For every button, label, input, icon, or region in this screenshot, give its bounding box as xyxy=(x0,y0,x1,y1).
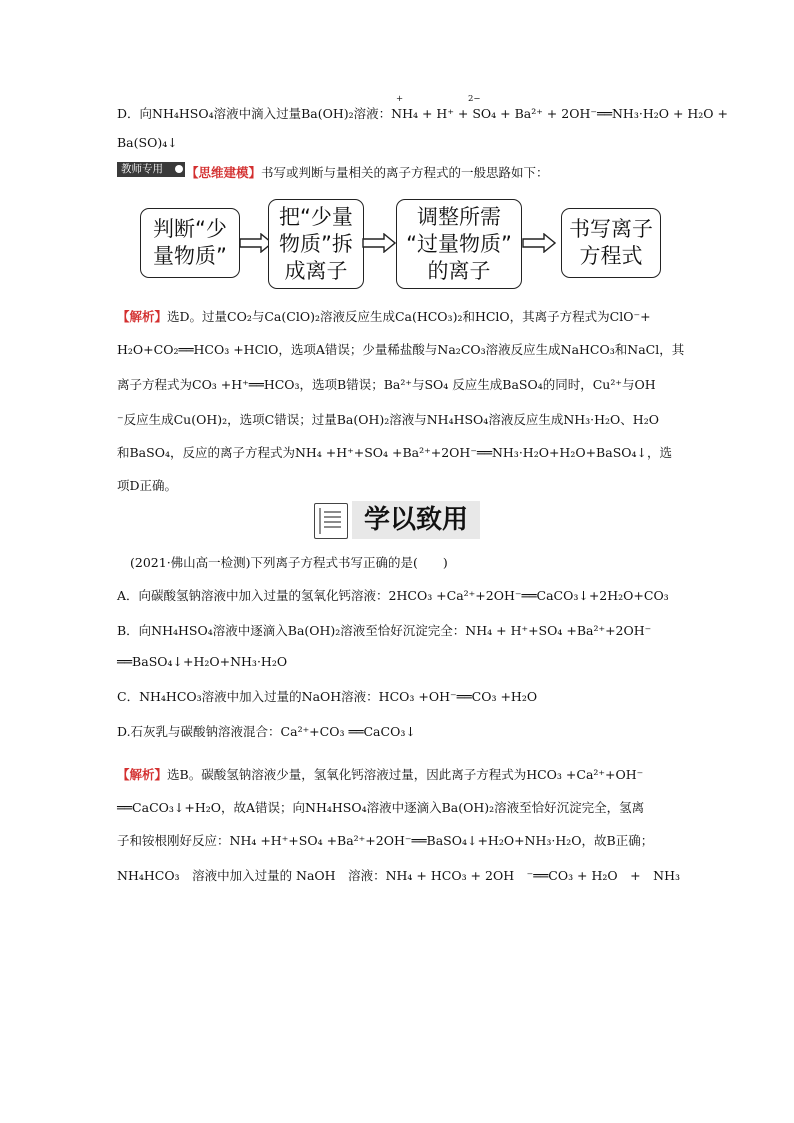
question-option-a: A．向碳酸氢钠溶液中加入过量的氢氧化钙溶液：2HCO₃ +Ca²⁺+2OH⁻══CaCO₃↓+2H₂O+CO₃ xyxy=(117,588,669,603)
flow-step-2 xyxy=(268,199,364,289)
so4-charge: 2− xyxy=(468,94,481,104)
question-option-b-line2: ══BaSO₄↓+H₂O+NH₃·H₂O xyxy=(117,654,288,669)
analysis2-text-1: 选B。碳酸氢钠溶液少量，氢氧化钙溶液过量，因此离子方程式为HCO₃ +Ca²⁺+OH⁻ xyxy=(167,767,644,782)
flow-step-1-text: 判断“少 量物质” xyxy=(153,217,227,268)
option-d-line2: Ba(SO)₄↓ xyxy=(117,135,178,150)
thinking-model-intro: 书写或判断与量相关的离子方程式的一般思路如下： xyxy=(261,165,549,180)
analysis1-text-1: 选D。过量CO₂与Ca(ClO)₂溶液反应生成Ca(HCO₃)₂和HClO，其离子方程式为ClO⁻+ xyxy=(167,309,651,324)
analysis1-line5: 和BaSO₄，反应的离子方程式为NH₄ +H⁺+SO₄ +Ba²⁺+2OH⁻══NH₃·H₂O+H₂O+BaSO₄↓，选 xyxy=(117,445,672,460)
flow-step-4-text: 书写离子 方程式 xyxy=(569,217,653,268)
notebook-icon xyxy=(314,503,348,539)
analysis2-line1 xyxy=(117,765,643,783)
nh4-charge: + xyxy=(396,94,404,104)
flow-step-2-text: 把“少量 物质”拆 成离子 xyxy=(279,204,353,283)
option-d-line1: D．向NH₄HSO₄溶液中滴入过量Ba(OH)₂溶液：NH₄ + H⁺ + SO₄ + Ba²⁺ + 2OH⁻══NH₃·H₂O + H₂O + xyxy=(117,106,729,121)
analysis1-line3: 离子方程式为CO₃ +H⁺══HCO₃，选项B错误；Ba²⁺与SO₄ 反应生成BaSO₄的同时，Cu²⁺与OH xyxy=(117,377,656,392)
teacher-tag-label: 教师专用 xyxy=(121,163,163,175)
analysis1-line4: ⁻反应生成Cu(OH)₂，选项C错误；过量Ba(OH)₂溶液与NH₄HSO₄溶液反应生成NH₃·H₂O、H₂O xyxy=(117,412,659,427)
flow-step-3 xyxy=(396,199,522,289)
analysis1-line1 xyxy=(117,307,651,325)
flow-step-1 xyxy=(140,208,240,278)
question-option-d: D.石灰乳与碳酸钠溶液混合：Ca²⁺+CO₃ ══CaCO₃↓ xyxy=(117,724,416,739)
section-title: 学以致用 xyxy=(352,501,480,539)
analysis1-line6: 项D正确。 xyxy=(117,478,178,493)
question-stem: (2021·佛山高一检测)下列离子方程式书写正确的是( ) xyxy=(130,555,448,570)
analysis1-label: 【解析】 xyxy=(117,309,168,324)
double-right-arrow-icon xyxy=(522,233,556,253)
flow-step-3-text: 调整所需 “过量物质” 的离子 xyxy=(406,204,512,283)
question-option-c: C．NH₄HCO₃溶液中加入过量的NaOH溶液：HCO₃ +OH⁻══CO₃ +H₂O xyxy=(117,689,538,704)
analysis2-line3: 子和铵根刚好反应：NH₄ +H⁺+SO₄ +Ba²⁺+2OH⁻══BaSO₄↓+H₂O+NH₃·H₂O，故B正确； xyxy=(117,833,654,848)
analysis2-label: 【解析】 xyxy=(117,767,168,782)
teacher-only-tag xyxy=(117,162,185,177)
thinking-model-title: 【思维建模】 xyxy=(186,165,262,180)
flow-step-4 xyxy=(561,208,661,278)
analysis1-line2: H₂O+CO₂══HCO₃ +HClO，选项A错误；少量稀盐酸与Na₂CO₃溶液反应生成NaHCO₃和NaCl，其 xyxy=(117,342,685,357)
analysis2-line2: ══CaCO₃↓+H₂O，故A错误；向NH₄HSO₄溶液中逐滴入Ba(OH)₂溶液至恰好沉淀完全，氢离 xyxy=(117,800,645,815)
section-banner xyxy=(314,501,480,539)
tag-dot-icon xyxy=(175,165,183,173)
question-option-b-line1: B．向NH₄HSO₄溶液中逐滴入Ba(OH)₂溶液至恰好沉淀完全：NH₄ + H⁺+SO₄ +Ba²⁺+2OH⁻ xyxy=(117,623,652,638)
thinking-model-heading xyxy=(186,163,549,181)
double-right-arrow-icon xyxy=(362,233,396,253)
analysis2-line4: NH₄HCO₃ 溶液中加入过量的 NaOH 溶液：NH₄ + HCO₃ + 2OH ⁻══CO₃ + H₂O + NH₃ xyxy=(117,868,680,883)
